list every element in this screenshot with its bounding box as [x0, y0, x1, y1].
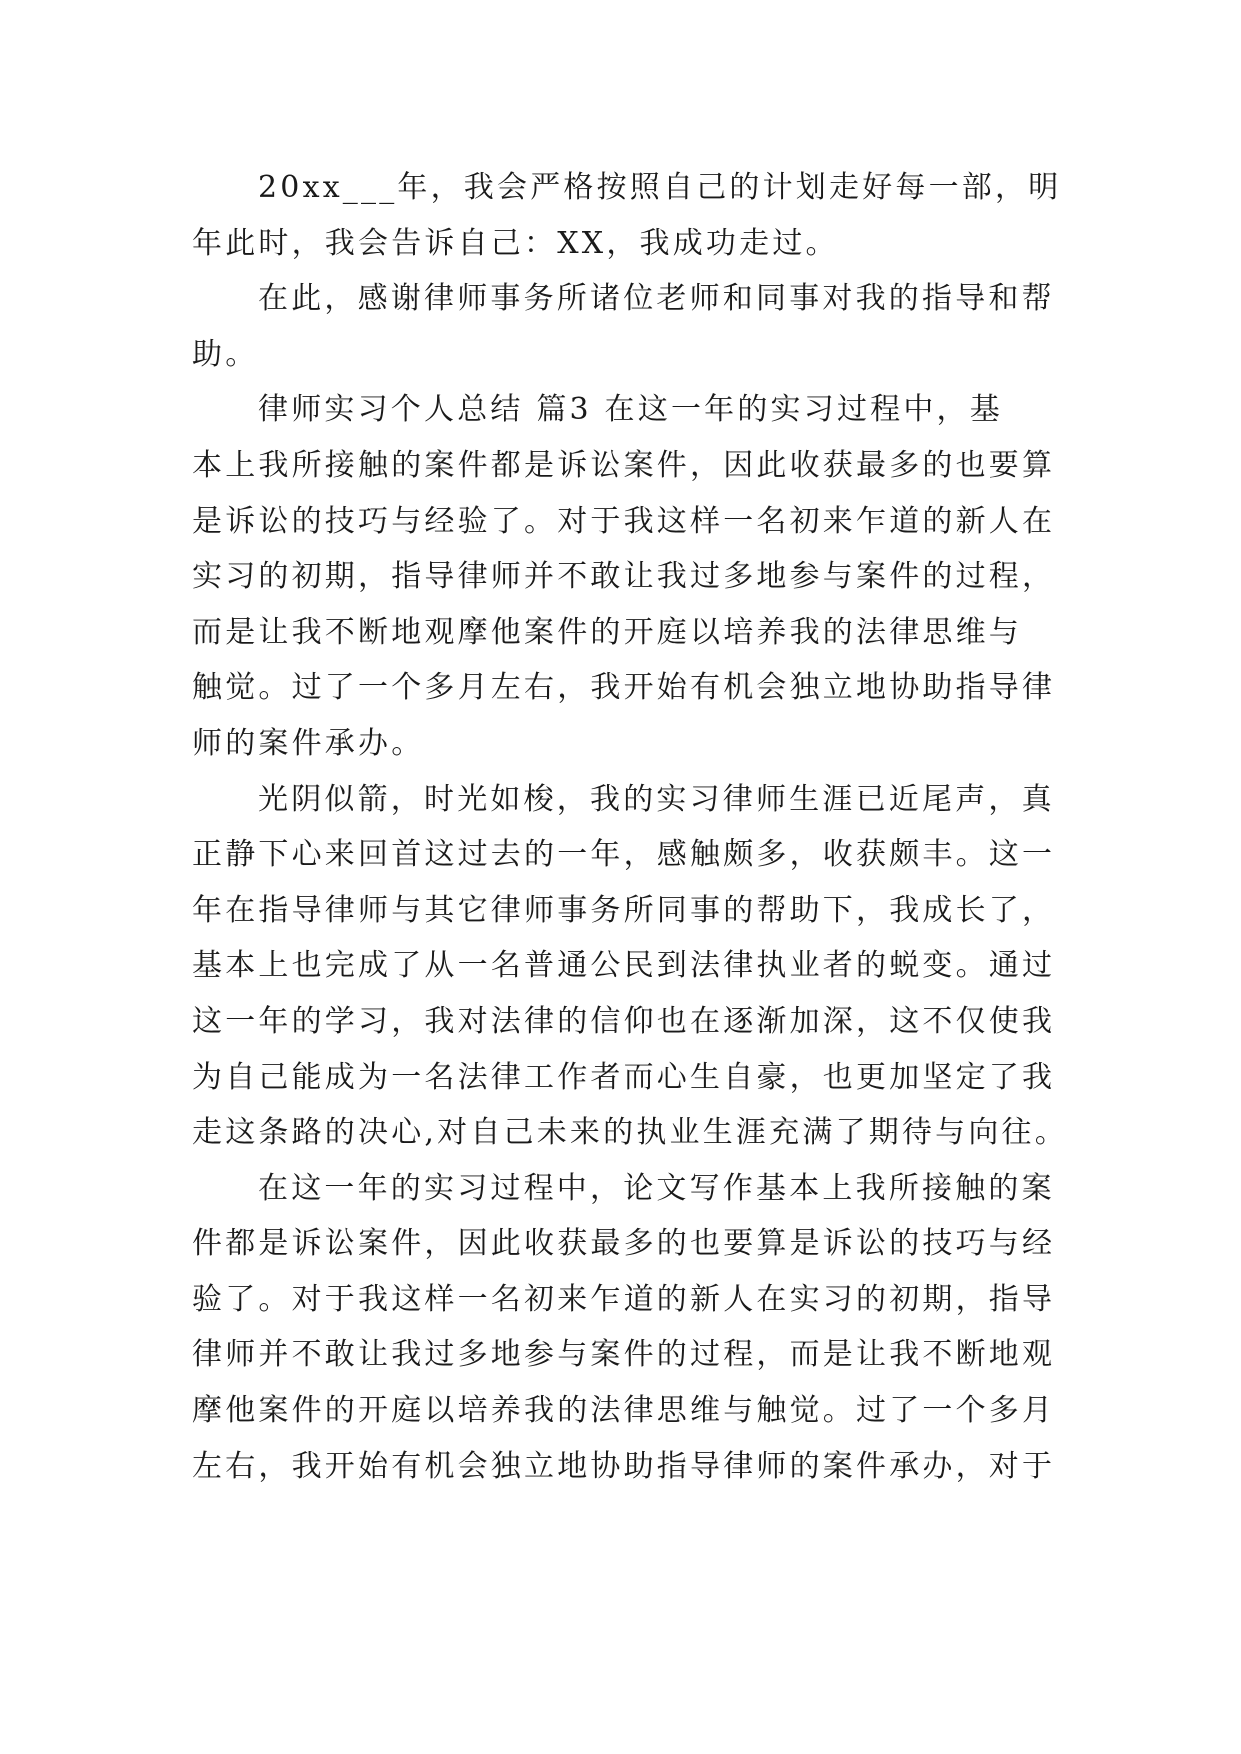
text-line: 是诉讼的技巧与经验了。对于我这样一名初来乍道的新人在 — [192, 503, 1056, 539]
text-line: 助。 — [192, 336, 259, 372]
text-line: 实习的初期，指导律师并不敢让我过多地参与案件的过程， — [192, 559, 1056, 595]
text-line: 这一年的学习，我对法律的信仰也在逐渐加深，这不仅使我 — [192, 1003, 1056, 1039]
text-line: 律师并不敢让我过多地参与案件的过程，而是让我不断地观 — [192, 1337, 1056, 1373]
text-line: 摩他案件的开庭以培养我的法律思维与触觉。过了一个多月 — [192, 1393, 1056, 1429]
text-line: 光阴似箭，时光如梭，我的实习律师生涯已近尾声，真 — [258, 781, 1055, 817]
text-line: 正静下心来回首这过去的一年，感触颇多，收获颇丰。这一 — [192, 837, 1056, 873]
text-line: 年在指导律师与其它律师事务所同事的帮助下，我成长了， — [192, 892, 1056, 928]
text-line: 在此，感谢律师事务所诸位老师和同事对我的指导和帮 — [258, 281, 1055, 317]
text-line: 件都是诉讼案件，因此收获最多的也要算是诉讼的技巧与经 — [192, 1226, 1056, 1262]
document-body — [192, 160, 1068, 1494]
text-line: 律师实习个人总结 篇3 在这一年的实习过程中，基 — [258, 392, 1003, 428]
text-line: 走这条路的决心,对自己未来的执业生涯充满了期待与向往。 — [192, 1115, 1068, 1151]
text-line: 验了。对于我这样一名初来乍道的新人在实习的初期，指导 — [192, 1281, 1056, 1317]
text-line: 左右，我开始有机会独立地协助指导律师的案件承办，对于 — [192, 1448, 1056, 1484]
text-line: 而是让我不断地观摩他案件的开庭以培养我的法律思维与 — [192, 614, 1022, 650]
text-line: 在这一年的实习过程中，论文写作基本上我所接触的案 — [258, 1170, 1055, 1206]
text-line: 触觉。过了一个多月左右，我开始有机会独立地协助指导律 — [192, 670, 1056, 706]
text-line: 师的案件承办。 — [192, 725, 425, 761]
text-line: 20xx___年，我会严格按照自己的计划走好每一部，明 — [258, 170, 1062, 205]
text-line: 基本上也完成了从一名普通公民到法律执业者的蜕变。通过 — [192, 948, 1056, 984]
text-line: 年此时，我会告诉自己：XX，我成功走过。 — [192, 225, 839, 261]
text-line: 为自己能成为一名法律工作者而心生自豪，也更加坚定了我 — [192, 1059, 1056, 1095]
text-line: 本上我所接触的案件都是诉讼案件，因此收获最多的也要算 — [192, 447, 1056, 483]
